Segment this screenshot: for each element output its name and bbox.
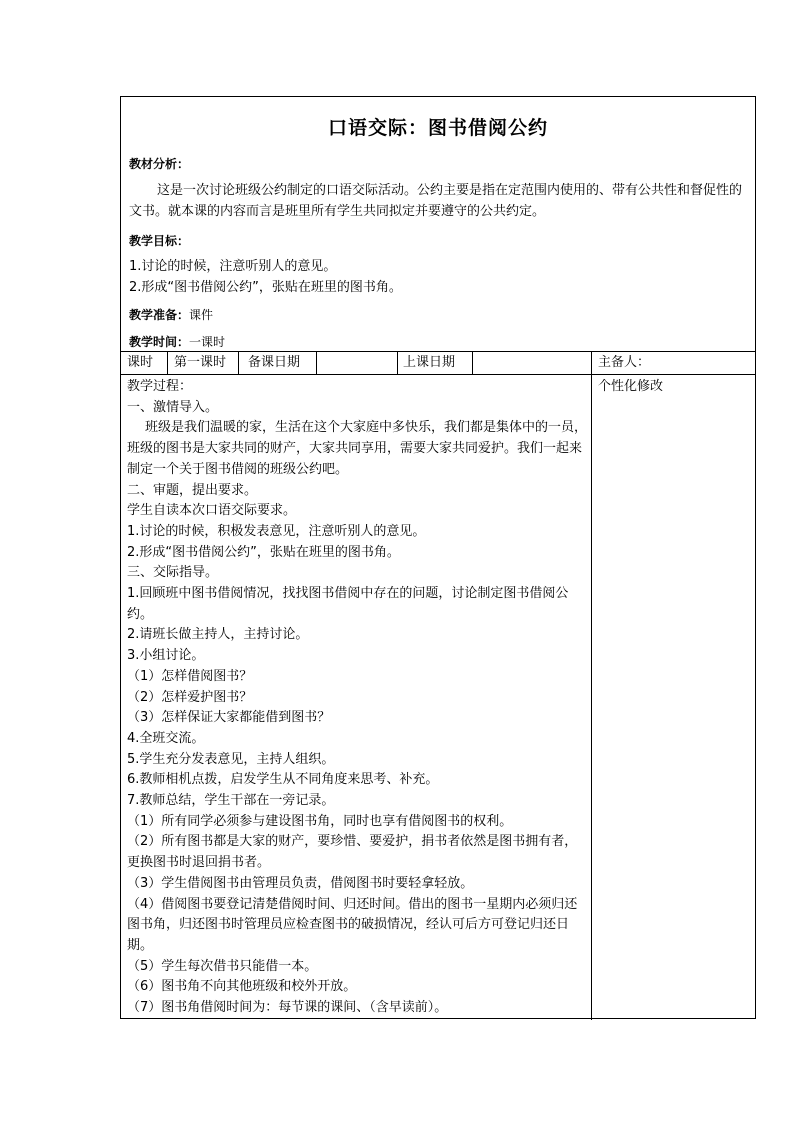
goals-list (129, 256, 749, 298)
cell-lesson-value: 第一课时 (174, 355, 227, 370)
process-line: （3）学生借阅图书由管理员负责，借阅图书时要轻拿轻放。 (127, 875, 474, 891)
process-line: 三、交际指导。 (127, 565, 219, 581)
personal-revision-note: 个性化修改 (598, 379, 664, 394)
time-value: 一课时 (189, 335, 226, 349)
process-line: （1）所有同学必须参与建设图书角，同时也享有借阅图书的权利。 (127, 813, 513, 829)
col-divider (472, 351, 473, 374)
process-line: 6.教师相机点拨，启发学生从不同角度来思考、补充。 (127, 772, 439, 788)
process-line: 一、激情导入。 (127, 399, 219, 415)
analysis-heading: 教材分析： (129, 157, 190, 171)
process-line: 学生自读本次口语交际要求。 (127, 503, 297, 519)
process-line: （4）借阅图书要登记清楚借阅时间、归还时间。借出的图书一星期内必须归还图书角，归还图书时管理员应检查图书的破损情况，经认可后方可登记归还日期。 (127, 896, 578, 953)
process-line: 4.全班交流。 (127, 730, 205, 746)
process-line: （1）怎样借阅图书？ (127, 668, 253, 684)
col-divider (238, 351, 239, 374)
process-line: （7）图书角借阅时间为：每节课的课间、（含早读前）。 (127, 1000, 448, 1016)
prep-heading: 教学准备： (129, 308, 190, 322)
teaching-process (127, 377, 589, 1019)
col-divider-main (591, 351, 592, 1020)
analysis-text: 这是一次讨论班级公约制定的口语交际活动。公约主要是指在定范围内使用的、带有公共性和督促性的文书。就本课的内容而言是班里所有学生共同拟定并要遵守的公共约定。 (129, 183, 743, 219)
row-divider-bottom (121, 374, 755, 375)
process-line: 2.形成“图书借阅公约”，张贴在班里的图书角。 (127, 544, 400, 560)
process-line: （3）怎样保证大家都能借到图书？ (127, 710, 331, 726)
col-divider (397, 351, 398, 374)
process-paragraph: 班级是我们温暖的家，生活在这个大家庭中多快乐，我们都是集体中的一员，班级的图书是大家共同的财产，大家共同享用，需要大家共同爱护。我们一起来制定一个关于图书借阅的班级公约吧。 (127, 420, 588, 477)
goals-heading: 教学目标： (129, 234, 190, 248)
lesson-plan-table (120, 96, 756, 1019)
page-title: 口语交际：图书借阅公约 (327, 117, 548, 139)
col-divider (316, 351, 317, 374)
col-divider (167, 351, 168, 374)
prep-line (129, 306, 213, 323)
time-line (129, 333, 225, 350)
time-heading: 教学时间： (129, 335, 190, 349)
process-line: （2）所有图书都是大家的财产，要珍惜、要爱护，捐书者依然是图书拥有者，更换图书时退回捐书者。 (127, 834, 578, 871)
process-line: 2.请班长做主持人，主持讨论。 (127, 627, 309, 643)
process-line: 二、审题，提出要求。 (127, 482, 258, 498)
goal-item: 1.讨论的时候，注意听别人的意见。 (129, 259, 337, 274)
process-line: 3.小组讨论。 (127, 648, 205, 664)
cell-class-date-label: 上课日期 (403, 355, 456, 370)
cell-lesson-label: 课时 (127, 355, 154, 370)
process-line: 教学过程： (127, 379, 193, 394)
prep-value: 课件 (189, 308, 214, 322)
process-line: （6）图书角不向其他班级和校外开放。 (127, 979, 357, 995)
process-line: 7.教师总结，学生干部在一旁记录。 (127, 793, 335, 809)
process-line: 1.回顾班中图书借阅情况，找找图书借阅中存在的问题，讨论制定图书借阅公约。 (127, 586, 569, 622)
process-line: 5.学生充分发表意见，主持人组织。 (127, 751, 335, 767)
cell-prep-date-label: 备课日期 (248, 355, 301, 370)
cell-preparer-label: 主备人： (598, 355, 651, 370)
process-line: （2）怎样爱护图书？ (127, 689, 253, 705)
goal-item: 2.形成“图书借阅公约”，张贴在班里的图书角。 (129, 280, 402, 295)
process-line: （5）学生每次借书只能借一本。 (127, 958, 318, 974)
process-line: 1.讨论的时候，积极发表意见，注意听别人的意见。 (127, 523, 426, 539)
